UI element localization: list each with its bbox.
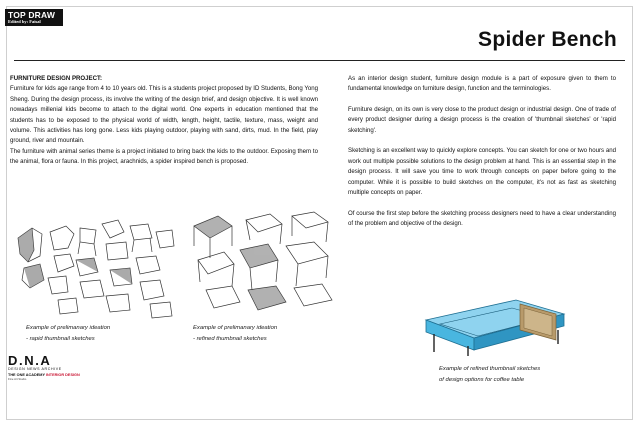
page-title: Spider Bench (478, 28, 617, 51)
left-paragraph-1: FURNITURE DESIGN PROJECT: Furniture for kids age range from 4 to 10 years old. This is a students project proposed by ID Students, Bong Yong Sheng. During the design process, its involve the writing of the design brief, and design objective. It is well known nowadays millenial kids become to attach to the digital world. One experts in education mentioned that the students has to be exposed to the physical world of width, length, height, tactile, texture, mass, weight and volume. This activities has long gone. Less kids playing outdoor, playing with sand, dirts, mud. In the field, play ground, river and mountain. The furniture with animal series theme is a project initiated to bring back the kids to the outdoor. Exposing them to the animal, flora or fauna. In this project, arachnids, a spider inspired bench is proposed. (10, 75, 318, 166)
logo-subtitle: DESIGN NEWS ARCHIVE (8, 367, 62, 371)
logo-small-text: Fine Art Studio (8, 377, 27, 381)
caption-coffee-table: Example of refined thumbnail sketches of design options for coffee table (439, 366, 541, 383)
editor-label: Edited by: Faisal (8, 19, 41, 24)
right-paragraph-2: Furniture design, on its own is very close to the product design or industrial design. One of trade of every product designer during a design process is the creation of 'thumbnail sketches' or 'rapid sketching'. (348, 106, 616, 134)
refined-sketches-image (188, 206, 340, 320)
right-paragraph-1: As an interior design student, furniture design module is a part of exposure given to them to fundamental knowledge on furniture design, function and the terminologies. (348, 75, 616, 93)
right-column (348, 74, 616, 240)
logo-mark: D.N.A (8, 353, 52, 368)
coffee-table-image (420, 294, 570, 358)
dna-logo (8, 353, 88, 381)
left-paragraph-2: The furniture with animal series theme is a project initiated to bring back the kids to the outdoor. Exposing them to the animal, flora or fauna. In this project, arachnids, a spider inspired bench is proposed. (10, 147, 318, 166)
right-paragraph-4: Of course the first step before the sketching process designers need to have a clear understanding of the problem and objective of the design. (348, 209, 616, 228)
brand-label: TOP DRAW (8, 10, 56, 20)
caption-refined-sketches: Example of prelimanary ideation - refined thumbnail sketches (193, 325, 278, 342)
top-draw-badge (5, 9, 63, 26)
left-column (10, 74, 318, 178)
logo-academy: THE ONE ACADEMY INTERIOR DESIGN (8, 373, 80, 377)
title-divider (14, 60, 625, 61)
rapid-sketches-image (10, 208, 180, 320)
section-heading: FURNITURE DESIGN PROJECT: (10, 75, 103, 82)
caption-rapid-sketches: Example of prelimanary ideation - rapid thumbnail sketches (26, 325, 111, 342)
right-paragraph-3: Sketching is an excellent way to quickly explore concepts. You can sketch for one or two hours and work out multiple possible solutions to the design problem at hand. This is an essential step in the design process. It will save you time to work through concepts on paper before going to the computer. While it is possible to build sketches on the computer, it's not as fast as sketching multiple concepts on paper. (348, 147, 616, 197)
